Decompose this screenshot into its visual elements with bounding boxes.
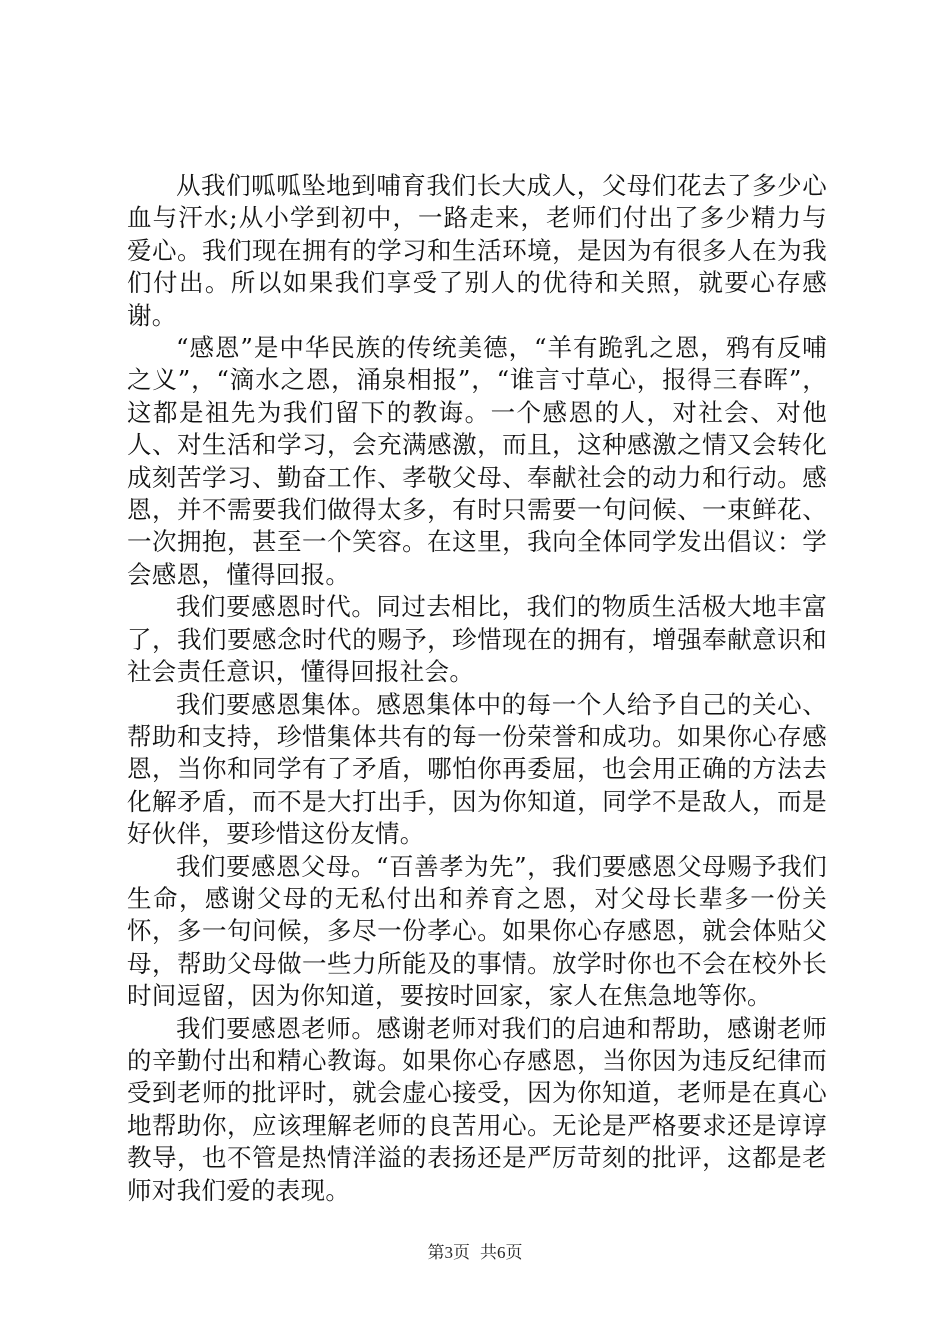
paragraph-thank-era: 我们要感恩时代。同过去相比，我们的物质生活极大地丰富了，我们要感念时代的赐予，珍惜现在的拥有，增强奉献意识和社会责任意识，懂得回报社会。 bbox=[127, 592, 827, 687]
page-footer bbox=[0, 1238, 950, 1263]
document-body bbox=[127, 170, 827, 1207]
paragraph-thank-teachers: 我们要感恩老师。感谢老师对我们的启迪和帮助，感谢老师的辛勤付出和精心教诲。如果你心存感恩，当你因为违反纪律而受到老师的批评时，就会虚心接受，因为你知道，老师是在真心地帮助你，应该理解老师的良苦用心。无论是严格要求还是谆谆教导，也不管是热情洋溢的表扬还是严厉苛刻的批评，这都是老师对我们爱的表现。 bbox=[127, 1013, 827, 1205]
paragraph-thank-collective: 我们要感恩集体。感恩集体中的每一个人给予自己的关心、帮助和支持，珍惜集体共有的每一份荣誉和成功。如果你心存感恩，当你和同学有了矛盾，哪怕你再委屈，也会用正确的方法去化解矛盾，而不是大打出手，因为你知道，同学不是敌人，而是好伙伴，要珍惜这份友情。 bbox=[127, 689, 827, 849]
paragraph-gratitude-intro: 从我们呱呱坠地到哺育我们长大成人，父母们花去了多少心血与汗水;从小学到初中，一路走来，老师们付出了多少精力与爱心。我们现在拥有的学习和生活环境，是因为有很多人在为我们付出。所以如果我们享受了别人的优待和关照，就要心存感谢。 bbox=[127, 171, 827, 330]
page-total: 共6页 bbox=[480, 1243, 523, 1262]
paragraph-gratitude-virtue: “感恩”是中华民族的传统美德，“羊有跪乳之恩，鸦有反哺之义”，“滴水之恩，涌泉相报”，“谁言寸草心，报得三春晖”，这都是祖先为我们留下的教诲。一个感恩的人，对社会、对他人、对生活和学习，会充满感激，而且，这种感激之情又会转化成刻苦学习、勤奋工作、孝敬父母、奉献社会的动力和行动。感恩，并不需要我们做得太多，有时只需要一句问候、一束鲜花、一次拥抱，甚至一个笑容。在这里，我向全体同学发出倡议：学会感恩，懂得回报。 bbox=[127, 333, 827, 589]
page-number: 第3页 bbox=[427, 1243, 470, 1262]
paragraph-thank-parents: 我们要感恩父母。“百善孝为先”，我们要感恩父母赐予我们生命，感谢父母的无私付出和养育之恩，对父母长辈多一份关怀，多一句问候，多尽一份孝心。如果你心存感恩，就会体贴父母，帮助父母做一些力所能及的事情。放学时你也不会在校外长时间逗留，因为你知道，要按时回家，家人在焦急地等你。 bbox=[127, 851, 827, 1011]
